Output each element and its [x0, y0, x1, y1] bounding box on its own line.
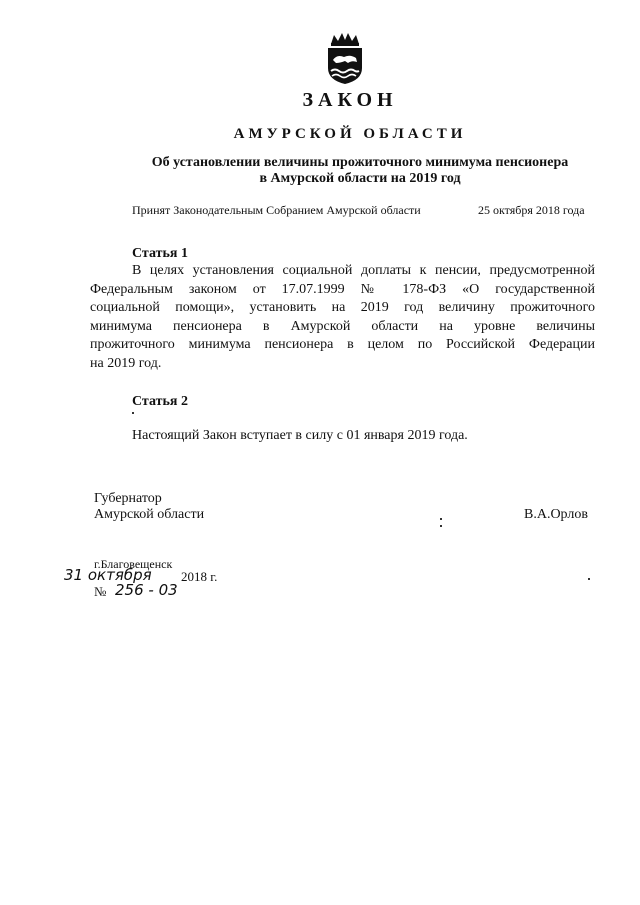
article-1-line: В целях установления социальной доплаты к пенсии, предусмотренной	[132, 263, 595, 278]
signatory-position	[94, 491, 204, 523]
scan-speck	[440, 525, 442, 527]
scan-speck	[588, 578, 590, 580]
signatory-position-line-2: Амурской области	[94, 507, 205, 522]
number-sign: №	[94, 584, 107, 599]
article-1-title: Статья 1	[132, 246, 188, 261]
scan-speck	[132, 412, 134, 414]
article-1-line: Федеральным законом от 17.07.1999 № 178-ФЗ «О государственной	[90, 281, 595, 297]
article-1-line: минимума пенсионера в Амурской области на уровне величины	[90, 318, 595, 334]
article-1-line: социальной помощи», установить на 2019 год величину прожиточного	[90, 300, 595, 315]
article-1-line: на 2019 год.	[90, 355, 162, 371]
amur-oblast-coat-of-arms-icon	[322, 30, 368, 86]
adopted-by: Принят Законодательным Собранием Амурской области	[132, 203, 421, 217]
signatory-name: В.А.Орлов	[524, 507, 588, 522]
signatory-position-line-1: Губернатор	[94, 491, 162, 506]
article-2-title: Статья 2	[132, 394, 188, 409]
signing-year: 2018 г.	[181, 569, 218, 584]
adopted-date: 25 октября 2018 года	[478, 203, 585, 217]
law-heading-line-2: в Амурской области на 2019 год	[259, 171, 461, 186]
document-title: ЗАКОН	[302, 89, 398, 111]
handwritten-law-number: 256 - 03	[115, 581, 178, 599]
handwritten-date: 31 октября	[64, 566, 152, 584]
law-heading-line-1: Об установлении величины прожиточного минимума пенсионера	[151, 155, 569, 170]
article-1-text	[90, 262, 595, 373]
scan-speck	[440, 518, 442, 520]
place-of-signing: г.Благовещенск	[94, 557, 173, 571]
article-1-line: прожиточного минимума пенсионера в целом по Российской Федерации	[90, 337, 595, 352]
document-subtitle: АМУРСКОЙ ОБЛАСТИ	[233, 126, 467, 142]
article-2-text: Настоящий Закон вступает в силу с 01 января 2019 года.	[132, 428, 468, 443]
